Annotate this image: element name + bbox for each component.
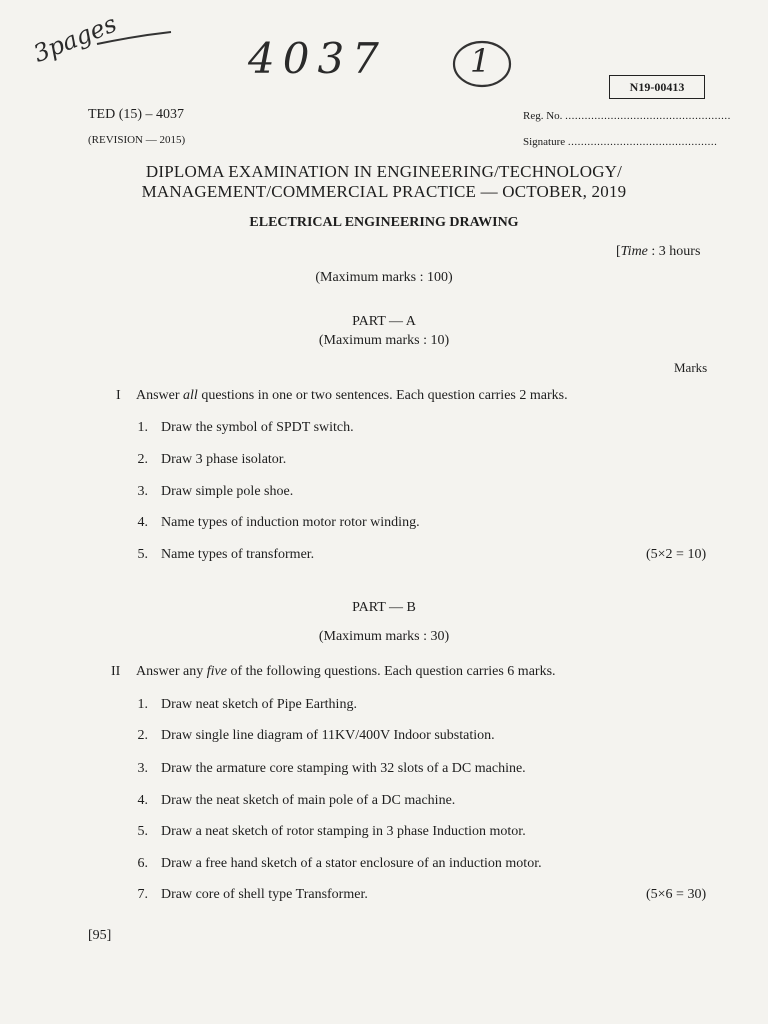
reg-no-line [523,110,731,122]
part-a-instructions [136,388,568,404]
part-b-max-marks: (Maximum marks : 30) [318,629,450,644]
part-b-instructions [136,664,556,680]
part-b-q6-text: Draw a free hand sketch of a stator enclosure of an induction motor. [161,856,542,871]
instr-emphasis: all [183,388,198,403]
part-b-q1-number: 1. [137,697,148,712]
part-b-q4-number: 4. [137,793,148,808]
instr-post: of the following questions. Each question carries 6 marks. [226,664,556,679]
part-b-q4-text: Draw the neat sketch of main pole of a DC machine. [161,793,456,808]
part-b-q7-number: 7. [137,887,148,902]
reg-no-label: Reg. No. [523,110,563,122]
part-a-max-marks: (Maximum marks : 10) [318,333,450,348]
part-b-q5-number: 5. [137,824,148,839]
exam-title-line-1: DIPLOMA EXAMINATION IN ENGINEERING/TECHNOLOGY/ [145,162,623,181]
subject-title: ELECTRICAL ENGINEERING DRAWING [249,215,519,230]
time-value: : 3 hours [647,244,701,259]
reg-no-field: ................................................... [565,110,731,122]
part-b-heading: PART — B [352,600,416,615]
part-a-q4-text: Name types of induction motor rotor winding. [161,515,420,530]
signature-line [523,136,717,148]
handwritten-paper-code: 4037 [248,34,387,83]
part-b-q6-number: 6. [137,856,148,871]
instr-emphasis: five [206,664,227,679]
exam-title-line-2: MANAGEMENT/COMMERCIAL PRACTICE — OCTOBER, 2019 [141,182,627,201]
signature-field: .............................................. [567,136,718,148]
part-a-heading: PART — A [352,314,416,329]
part-b-q7-text: Draw core of shell type Transformer. [161,887,368,902]
part-a-q1-text: Draw the symbol of SPDT switch. [161,420,354,435]
ted-code: TED (15) – 4037 [88,107,185,122]
part-a-q3-number: 3. [137,484,148,499]
handwritten-circled-number: 1 [470,42,491,80]
part-a-roman-numeral: I [116,388,121,403]
handwritten-underline [95,28,175,48]
instr-post: questions in one or two sentences. Each question carries 2 marks. [197,388,568,403]
part-b-total-marks: (5×6 = 30) [646,887,707,902]
question-code: N19-00413 [629,79,685,94]
part-a-q2-number: 2. [137,452,148,467]
time-bracket: [ [616,244,621,259]
part-b-q3-number: 3. [137,761,148,776]
revision-label: (REVISION — 2015) [88,134,186,146]
part-b-q2-text: Draw single line diagram of 11KV/400V Indoor substation. [161,728,495,743]
part-b-q2-number: 2. [137,728,148,743]
part-b-roman-numeral: II [111,664,121,679]
instr-pre: Answer any [136,664,207,679]
part-a-q3-text: Draw simple pole shoe. [161,484,294,499]
instr-pre: Answer [136,388,184,403]
signature-label: Signature [523,136,566,148]
part-b-q1-text: Draw neat sketch of Pipe Earthing. [161,697,357,712]
question-code-box [609,75,705,99]
time-allowed [616,244,700,260]
part-a-q4-number: 4. [137,515,148,530]
marks-column-label: Marks [674,360,708,375]
part-b-q5-text: Draw a neat sketch of rotor stamping in 3 phase Induction motor. [161,824,526,839]
page-footer-mark: [95] [88,928,112,943]
part-a-total-marks: (5×2 = 10) [646,547,707,562]
time-label: Time [620,244,648,259]
part-b-q3-text: Draw the armature core stamping with 32 slots of a DC machine. [161,761,526,776]
part-a-q1-number: 1. [137,420,148,435]
handwritten-pages-note: 3pages [29,9,121,69]
part-a-q5-text: Name types of transformer. [161,547,315,562]
total-max-marks: (Maximum marks : 100) [315,270,453,285]
part-a-q5-number: 5. [137,547,148,562]
part-a-q2-text: Draw 3 phase isolator. [161,452,287,467]
